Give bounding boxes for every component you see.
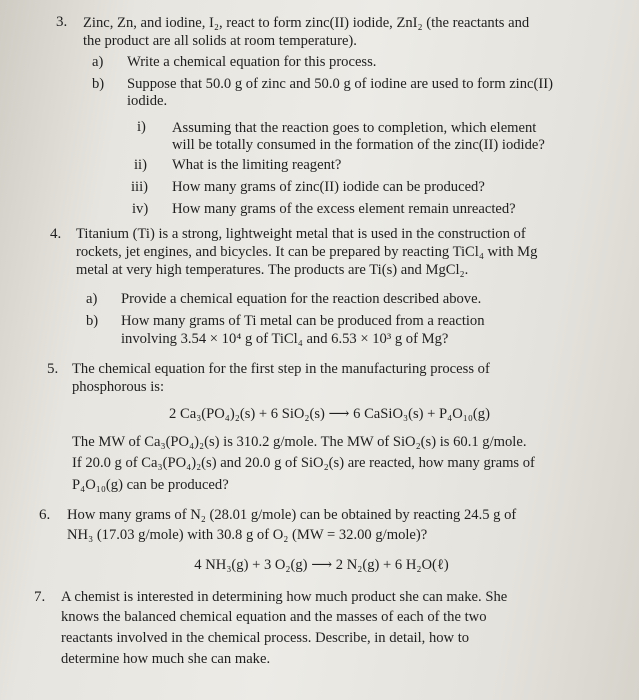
q4-b-text-2: involving 3.54 × 10⁴ g of TiCl₄ and 6.53 × 10³ g of Mg? xyxy=(121,331,449,347)
q4-number: 4. xyxy=(50,226,62,242)
q3-b-label: b) xyxy=(92,76,105,92)
q3-ii-label: ii) xyxy=(134,157,147,173)
q3-iii-label: iii) xyxy=(131,179,149,195)
q4-a-text: Provide a chemical equation for the reaction described above. xyxy=(121,291,482,307)
q7-line-3: reactants involved in the chemical process. Describe, in detail, how to xyxy=(61,630,470,646)
q3-iv-text: How many grams of the excess element remain unreacted? xyxy=(172,201,516,217)
q3-iii-text: How many grams of zinc(II) iodide can be produced? xyxy=(172,179,485,195)
q4-line-3: metal at very high temperatures. The products are Ti(s) and MgCl₂. xyxy=(76,262,469,278)
q5-line-4: If 20.0 g of Ca₃(PO₄)₂(s) and 20.0 g of SiO₂(s) are reacted, how many grams of xyxy=(72,455,535,471)
q5-line-3: The MW of Ca₃(PO₄)₂(s) is 310.2 g/mole. The MW of SiO₂(s) is 60.1 g/mole. xyxy=(72,434,527,450)
q6-equation: 4 NH₃(g) + 3 O₂(g) ⟶ 2 N₂(g) + 6 H₂O(ℓ) xyxy=(194,557,449,573)
q5-equation: 2 Ca₃(PO₄)₂(s) + 6 SiO₂(s) ⟶ 6 CaSiO₃(s) + P₄O₁₀(g) xyxy=(169,406,490,422)
q3-a-text: Write a chemical equation for this process. xyxy=(127,54,377,70)
q3-i-text-2: will be totally consumed in the formation of the zinc(II) iodide? xyxy=(172,137,545,153)
q4-line-1: Titanium (Ti) is a strong, lightweight metal that is used in the construction of xyxy=(76,226,526,242)
q5-line-1: The chemical equation for the first step in the manufacturing process of xyxy=(72,361,490,377)
q6-number: 6. xyxy=(39,507,51,523)
q3-ii-text: What is the limiting reagent? xyxy=(172,157,342,173)
q5-line-2: phosphorous is: xyxy=(72,379,165,395)
q3-i-text-1: Assuming that the reaction goes to completion, which element xyxy=(172,120,537,136)
q3-a-label: a) xyxy=(92,54,104,70)
q6-line-2: NH₃ (17.03 g/mole) with 30.8 g of O₂ (MW = 32.00 g/mole)? xyxy=(67,527,428,543)
q3-i-label: i) xyxy=(137,119,146,135)
q6-line-1: How many grams of N₂ (28.01 g/mole) can be obtained by reacting 24.5 g of xyxy=(67,507,517,523)
q3-iv-label: iv) xyxy=(132,201,149,217)
q7-number: 7. xyxy=(34,589,46,605)
q3-number: 3. xyxy=(56,14,68,30)
q7-line-2: knows the balanced chemical equation and the masses of each of the two xyxy=(61,609,487,625)
q3-line-1: Zinc, Zn, and iodine, I₂, react to form zinc(II) iodide, ZnI₂ (the reactants and xyxy=(83,15,530,31)
q4-line-2: rockets, jet engines, and bicycles. It can be prepared by reacting TiCl₄ with Mg xyxy=(76,244,538,260)
q4-a-label: a) xyxy=(86,291,98,307)
q4-b-text-1: How many grams of Ti metal can be produced from a reaction xyxy=(121,313,485,329)
q7-line-4: determine how much she can make. xyxy=(61,651,271,667)
q3-line-2: the product are all solids at room temperature). xyxy=(83,33,357,49)
q4-b-label: b) xyxy=(86,313,99,329)
q5-number: 5. xyxy=(47,361,59,377)
q3-b-text-1: Suppose that 50.0 g of zinc and 50.0 g of iodine are used to form zinc(II) xyxy=(127,76,553,92)
q7-line-1: A chemist is interested in determining how much product she can make. She xyxy=(61,589,508,605)
q5-line-5: P₄O₁₀(g) can be produced? xyxy=(72,477,229,493)
q3-b-text-2: iodide. xyxy=(127,93,168,109)
